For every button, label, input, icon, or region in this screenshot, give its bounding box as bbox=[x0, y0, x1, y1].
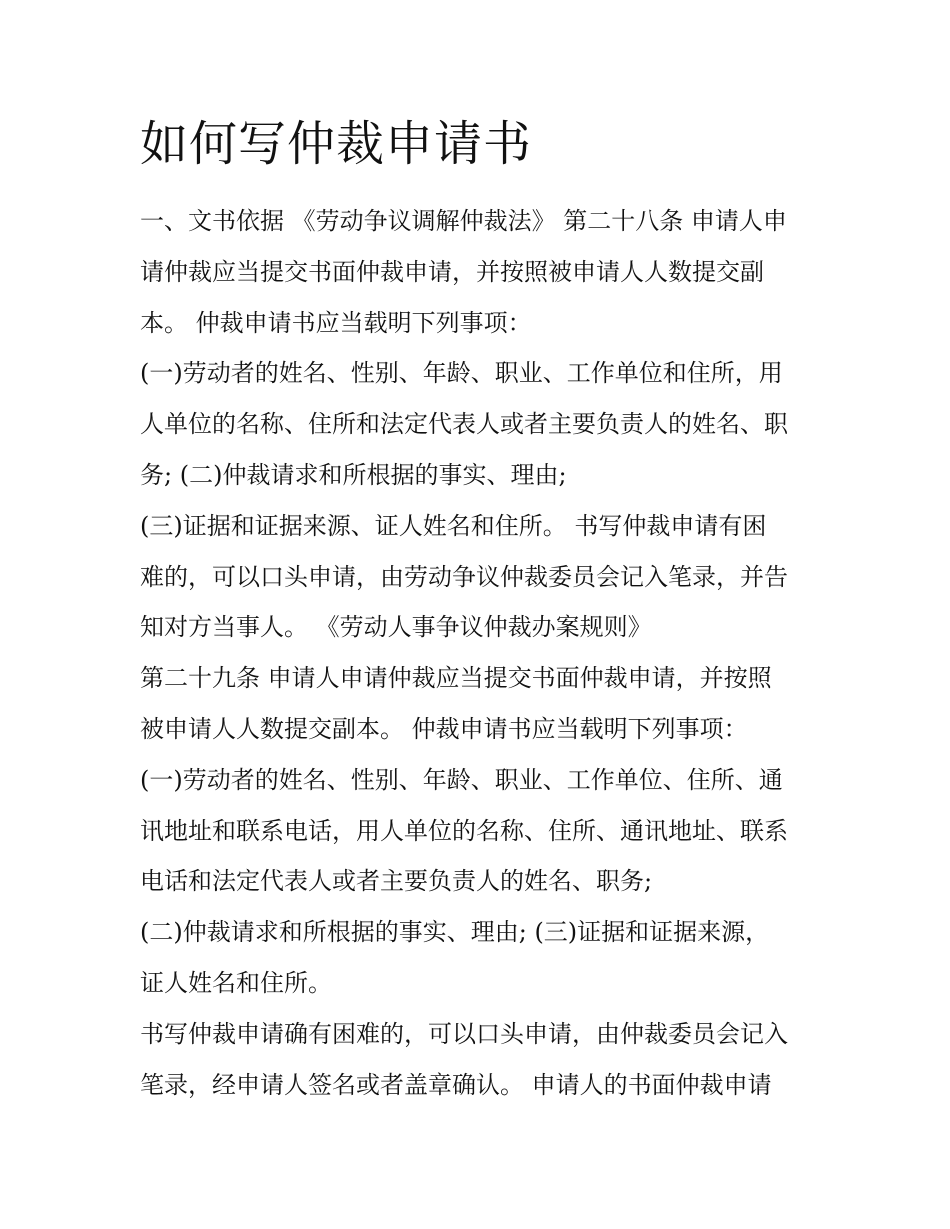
paragraph-line: 笔录，经申请人签名或者盖章确认。 申请人的书面仲裁申请 bbox=[140, 1070, 772, 1099]
paragraph-line: (一)劳动者的姓名、性别、年龄、职业、工作单位和住所，用 bbox=[140, 359, 783, 388]
document-title: 如何写仲裁申请书 bbox=[140, 116, 533, 172]
paragraph-line: 务; (二)仲裁请求和所根据的事实、理由; bbox=[140, 460, 567, 489]
paragraph-line: 一、文书依据 《劳动争议调解仲裁法》 第二十八条 申请人申 bbox=[140, 207, 787, 235]
paragraph-line: 知对方当事人。 《劳动人事争议仲裁办案规则》 bbox=[140, 613, 652, 642]
paragraph-line: 人单位的名称、住所和法定代表人或者主要负责人的姓名、职 bbox=[140, 410, 788, 439]
paragraph-line: (二)仲裁请求和所根据的事实、理由; (三)证据和证据来源， bbox=[140, 918, 770, 947]
paragraph-line: 第二十九条 申请人申请仲裁应当提交书面仲裁申请，并按照 bbox=[140, 664, 772, 693]
paragraph-line: 证人姓名和住所。 bbox=[140, 968, 332, 997]
paragraph-line: (一)劳动者的姓名、性别、年龄、职业、工作单位、住所、通 bbox=[140, 765, 783, 794]
paragraph-line: 请仲裁应当提交书面仲裁申请，并按照被申请人人数提交副 bbox=[140, 257, 764, 286]
paragraph-line: (三)证据和证据来源、证人姓名和住所。 书写仲裁申请有困 bbox=[140, 511, 767, 540]
paragraph-line: 电话和法定代表人或者主要负责人的姓名、职务; bbox=[140, 867, 653, 896]
paragraph-line: 讯地址和联系电话，用人单位的名称、住所、通讯地址、联系 bbox=[140, 816, 788, 845]
paragraph-line: 本。 仲裁申请书应当载明下列事项： bbox=[140, 308, 532, 337]
paragraph-line: 书写仲裁申请确有困难的，可以口头申请，由仲裁委员会记入 bbox=[140, 1019, 788, 1048]
paragraph-line: 难的，可以口头申请，由劳动争议仲裁委员会记入笔录，并告 bbox=[140, 562, 788, 591]
paragraph-line: 被申请人人数提交副本。 仲裁申请书应当载明下列事项： bbox=[140, 714, 748, 743]
document-body bbox=[140, 196, 830, 1110]
